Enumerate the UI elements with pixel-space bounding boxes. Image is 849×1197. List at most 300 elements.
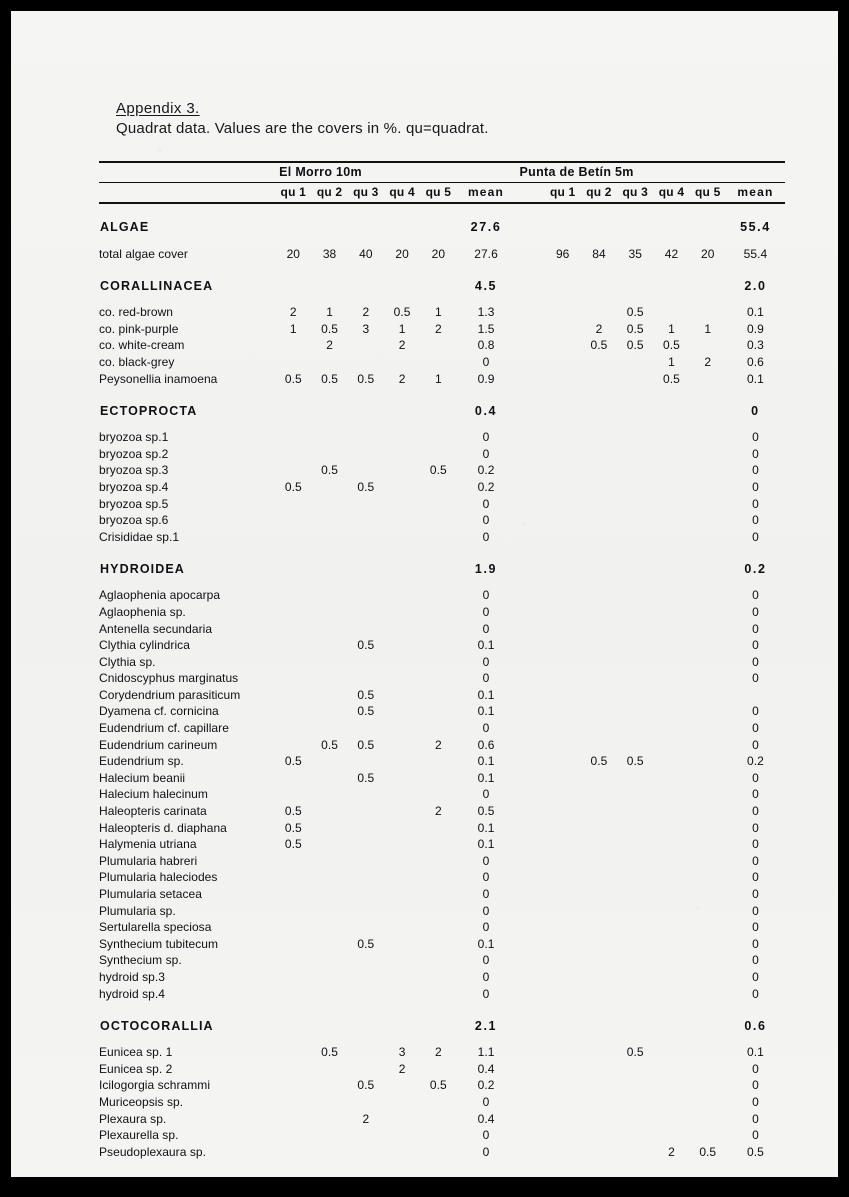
value-punta-de-betin-qu-5 <box>690 1094 726 1111</box>
group-cell-empty <box>311 388 347 422</box>
value-el-morro-mean: 0 <box>482 604 490 619</box>
species-name: Clythia cylindrica <box>99 638 190 653</box>
value-el-morro-qu-4: 0.5 <box>393 305 411 320</box>
value-punta-de-betin-qu-4 <box>653 446 689 463</box>
value-el-morro-qu-4 <box>384 1111 420 1128</box>
value-el-morro-qu-2 <box>311 787 347 804</box>
value-el-morro-mean: 0 <box>482 1144 490 1159</box>
value-el-morro-qu-2 <box>311 969 347 986</box>
value-punta-de-betin-qu-3: 0.5 <box>626 338 644 353</box>
value-el-morro-qu-4 <box>384 803 420 820</box>
value-punta-de-betin-qu-4 <box>653 903 689 920</box>
value-punta-de-betin-qu-5 <box>690 305 726 322</box>
row-gap <box>516 604 545 621</box>
value-punta-de-betin-mean: 0 <box>752 621 759 636</box>
value-el-morro-mean: 0.6 <box>477 737 495 752</box>
value-punta-de-betin-qu-3 <box>617 720 653 737</box>
value-el-morro-qu-4 <box>384 787 420 804</box>
row-gap <box>516 446 545 463</box>
value-el-morro-qu-2: 0.5 <box>321 463 338 478</box>
value-el-morro-qu-3: 0.5 <box>357 687 375 702</box>
value-punta-de-betin-qu-5 <box>690 770 726 787</box>
value-punta-de-betin-qu-5 <box>690 886 726 903</box>
value-punta-de-betin-mean: 0 <box>752 671 759 686</box>
table-row <box>99 654 785 671</box>
value-el-morro-qu-3 <box>348 1094 384 1111</box>
group-label: ALGAE <box>100 220 150 234</box>
species-name: co. red-brown <box>99 305 174 320</box>
value-el-morro-qu-5 <box>420 870 456 887</box>
value-punta-de-betin-qu-2 <box>581 870 617 887</box>
table-row <box>99 1078 785 1095</box>
value-el-morro-qu-2 <box>311 604 347 621</box>
value-punta-de-betin-qu-5 <box>690 837 726 854</box>
value-el-morro-qu-1 <box>275 920 311 937</box>
column-header-punta-de-betin-qu-4: qu 4 <box>658 185 685 199</box>
value-punta-de-betin-mean: 0 <box>752 529 759 544</box>
value-punta-de-betin-qu-1 <box>545 770 581 787</box>
group-cell-empty <box>384 204 420 238</box>
value-punta-de-betin-mean: 0 <box>752 1061 759 1076</box>
value-el-morro-mean: 0.2 <box>477 1078 495 1093</box>
value-punta-de-betin-qu-4 <box>653 621 689 638</box>
group-cell-empty <box>653 204 689 238</box>
scanned-page <box>11 11 838 1177</box>
value-punta-de-betin-mean: 0 <box>752 920 759 935</box>
value-punta-de-betin-qu-1 <box>545 737 581 754</box>
value-punta-de-betin-qu-5 <box>690 371 726 388</box>
value-el-morro-mean: 0 <box>482 654 490 669</box>
value-el-morro-qu-3 <box>348 803 384 820</box>
table-row <box>99 936 785 953</box>
row-gap <box>516 1061 545 1078</box>
value-el-morro-qu-3 <box>348 430 384 447</box>
value-el-morro-qu-3: 0.5 <box>357 371 375 386</box>
value-el-morro-qu-3 <box>348 1128 384 1145</box>
value-punta-de-betin-qu-5 <box>690 1078 726 1095</box>
value-punta-de-betin-qu-4 <box>653 953 689 970</box>
value-punta-de-betin-mean: 0 <box>752 1094 759 1109</box>
value-punta-de-betin-qu-1 <box>545 430 581 447</box>
group-mean-el-morro: 27.6 <box>470 220 502 234</box>
value-el-morro-qu-4 <box>384 853 420 870</box>
value-el-morro-qu-2 <box>311 1061 347 1078</box>
value-el-morro-qu-4 <box>384 430 420 447</box>
value-punta-de-betin-qu-2 <box>581 496 617 513</box>
value-el-morro-qu-1 <box>275 953 311 970</box>
value-punta-de-betin-qu-1 <box>545 886 581 903</box>
table-row <box>99 513 785 530</box>
value-el-morro-mean: 0.1 <box>477 754 495 769</box>
table-row <box>99 1061 785 1078</box>
value-punta-de-betin-qu-1 <box>545 671 581 688</box>
value-el-morro-qu-2: 0.5 <box>321 737 338 752</box>
group-label: OCTOCORALLIA <box>100 1018 214 1033</box>
group-cell-empty <box>545 546 581 580</box>
group-cell-empty <box>311 1003 347 1037</box>
value-punta-de-betin-qu-3 <box>617 770 653 787</box>
value-el-morro-qu-5 <box>420 787 456 804</box>
table-row <box>99 321 785 338</box>
species-name: Haleopteris d. diaphana <box>99 820 227 835</box>
value-el-morro-mean: 0.1 <box>477 770 495 785</box>
value-el-morro-qu-1 <box>275 430 311 447</box>
value-punta-de-betin-qu-4 <box>653 787 689 804</box>
value-punta-de-betin-qu-1 <box>545 338 581 355</box>
value-punta-de-betin-qu-3 <box>617 903 653 920</box>
value-el-morro-qu-1 <box>275 969 311 986</box>
value-punta-de-betin-qu-3 <box>617 654 653 671</box>
value-el-morro-qu-5 <box>420 820 456 837</box>
species-name: Plumularia setacea <box>99 887 202 901</box>
group-label: HYDROIDEA <box>100 561 185 576</box>
value-el-morro-qu-3: 0.5 <box>357 479 375 494</box>
species-name: co. pink-purple <box>99 321 179 336</box>
species-name: total algae cover <box>99 246 188 261</box>
group-label: CORALLINACEA <box>100 278 214 293</box>
value-punta-de-betin-qu-5 <box>690 479 726 496</box>
value-el-morro-qu-4 <box>384 886 420 903</box>
value-punta-de-betin-qu-3 <box>617 1111 653 1128</box>
group-cell-empty <box>384 388 420 422</box>
value-el-morro-mean: 0 <box>482 354 490 369</box>
value-el-morro-qu-5 <box>420 604 456 621</box>
species-name: co. white-cream <box>99 338 185 353</box>
value-punta-de-betin-qu-3 <box>617 704 653 721</box>
value-el-morro-qu-5 <box>420 621 456 638</box>
value-el-morro-qu-4 <box>384 638 420 655</box>
species-name: Icilogorgia schrammi <box>99 1078 211 1093</box>
value-el-morro-qu-2: 2 <box>326 338 333 353</box>
value-punta-de-betin-qu-1 <box>545 654 581 671</box>
table-row <box>99 1045 785 1062</box>
value-punta-de-betin-qu-4 <box>653 513 689 530</box>
value-punta-de-betin-qu-5 <box>690 1111 726 1128</box>
value-punta-de-betin-qu-2 <box>581 770 617 787</box>
value-el-morro-qu-1 <box>275 1111 311 1128</box>
value-punta-de-betin-qu-3 <box>617 513 653 530</box>
species-name: Plumularia haleciodes <box>99 870 218 885</box>
value-el-morro-qu-5: 1 <box>434 371 442 386</box>
table-row <box>99 671 785 688</box>
value-punta-de-betin-qu-4 <box>653 886 689 903</box>
value-el-morro-qu-1: 0.5 <box>284 479 302 494</box>
value-punta-de-betin-qu-2 <box>581 903 617 920</box>
value-el-morro-qu-2 <box>311 986 347 1003</box>
value-punta-de-betin-qu-2 <box>581 654 617 671</box>
value-punta-de-betin-mean: 0 <box>752 936 759 951</box>
value-el-morro-qu-4: 1 <box>398 321 406 336</box>
value-el-morro-qu-1 <box>275 986 311 1003</box>
value-el-morro-mean: 0.5 <box>477 804 495 819</box>
species-name: bryozoa sp.3 <box>99 463 169 478</box>
value-punta-de-betin-qu-2 <box>581 463 617 480</box>
value-el-morro-qu-4 <box>384 479 420 496</box>
table-caption: Quadrat data. Values are the covers in %. qu=quadrat. <box>116 120 489 137</box>
value-el-morro-qu-2 <box>311 496 347 513</box>
value-el-morro-mean: 0.1 <box>477 820 495 835</box>
group-spacer <box>99 422 785 430</box>
value-punta-de-betin-qu-5 <box>690 820 726 837</box>
group-cell-empty <box>581 546 617 580</box>
value-el-morro-qu-1 <box>275 787 311 804</box>
value-punta-de-betin-qu-1 <box>545 837 581 854</box>
value-punta-de-betin-mean: 0.2 <box>747 754 764 769</box>
value-punta-de-betin-qu-2 <box>581 604 617 621</box>
value-punta-de-betin-qu-2: 84 <box>592 246 606 261</box>
value-punta-de-betin-qu-3 <box>617 886 653 903</box>
value-el-morro-qu-3 <box>348 920 384 937</box>
table-row <box>99 1094 785 1111</box>
value-el-morro-qu-3 <box>348 604 384 621</box>
value-punta-de-betin-mean: 0.1 <box>747 371 764 386</box>
value-el-morro-qu-4 <box>384 704 420 721</box>
value-el-morro-mean: 0 <box>482 671 490 686</box>
table-row <box>99 588 785 605</box>
value-punta-de-betin-qu-4 <box>653 479 689 496</box>
value-el-morro-qu-2: 1 <box>326 305 333 320</box>
value-el-morro-qu-1 <box>275 1061 311 1078</box>
value-punta-de-betin-qu-5 <box>690 446 726 463</box>
value-el-morro-qu-4: 2 <box>398 371 406 386</box>
value-el-morro-qu-3 <box>348 354 384 371</box>
group-row-hydroidea <box>99 546 785 580</box>
value-el-morro-mean: 0.9 <box>477 371 495 386</box>
value-punta-de-betin-mean: 0 <box>752 479 759 494</box>
table-row <box>99 430 785 447</box>
value-punta-de-betin-qu-1 <box>545 687 581 704</box>
value-el-morro-qu-4 <box>384 687 420 704</box>
row-gap <box>516 513 545 530</box>
value-punta-de-betin-qu-5: 20 <box>701 246 715 261</box>
value-el-morro-qu-4 <box>384 737 420 754</box>
value-punta-de-betin-qu-4: 0.5 <box>663 371 680 386</box>
value-punta-de-betin-qu-3 <box>617 463 653 480</box>
value-punta-de-betin-mean: 0.3 <box>747 338 764 353</box>
value-punta-de-betin-qu-4 <box>653 737 689 754</box>
value-punta-de-betin-qu-4 <box>653 803 689 820</box>
table-row <box>99 371 785 388</box>
value-punta-de-betin-qu-3: 35 <box>628 246 642 261</box>
value-el-morro-qu-5 <box>420 704 456 721</box>
row-gap <box>516 529 545 546</box>
value-el-morro-qu-1 <box>275 720 311 737</box>
value-el-morro-qu-2 <box>311 936 347 953</box>
value-punta-de-betin-qu-1 <box>545 621 581 638</box>
value-el-morro-mean: 0.1 <box>477 704 495 719</box>
value-punta-de-betin-qu-4 <box>653 754 689 771</box>
row-gap <box>516 920 545 937</box>
table-row <box>99 496 785 513</box>
value-el-morro-qu-4 <box>384 654 420 671</box>
group-mean-el-morro: 0.4 <box>474 403 498 418</box>
species-name: Plexaura sp. <box>99 1111 167 1126</box>
value-el-morro-qu-2 <box>311 354 347 371</box>
value-punta-de-betin-qu-4 <box>653 1094 689 1111</box>
value-punta-de-betin-qu-1 <box>545 720 581 737</box>
value-punta-de-betin-qu-3 <box>617 687 653 704</box>
value-punta-de-betin-qu-1 <box>545 853 581 870</box>
value-punta-de-betin-qu-5 <box>690 1128 726 1145</box>
value-punta-de-betin-qu-3 <box>617 803 653 820</box>
value-el-morro-qu-5 <box>420 1128 456 1145</box>
value-punta-de-betin-qu-5 <box>690 638 726 655</box>
value-el-morro-qu-2 <box>311 853 347 870</box>
species-name: Plexaurella sp. <box>99 1128 179 1143</box>
row-gap <box>516 321 545 338</box>
value-el-morro-qu-2 <box>311 837 347 854</box>
value-punta-de-betin-qu-5 <box>690 953 726 970</box>
group-cell-empty <box>275 388 311 422</box>
value-el-morro-qu-1: 0.5 <box>284 754 302 769</box>
value-punta-de-betin-qu-1 <box>545 1128 581 1145</box>
value-punta-de-betin-qu-2 <box>581 803 617 820</box>
species-name: bryozoa sp.4 <box>99 479 169 494</box>
value-el-morro-qu-4: 2 <box>398 1061 406 1076</box>
species-name: Muriceopsis sp. <box>99 1094 184 1109</box>
value-punta-de-betin-qu-1 <box>545 604 581 621</box>
value-el-morro-qu-3 <box>348 446 384 463</box>
value-el-morro-mean: 1.1 <box>477 1045 495 1060</box>
value-punta-de-betin-mean: 0 <box>752 837 759 852</box>
group-cell-empty <box>311 263 347 297</box>
value-el-morro-qu-5 <box>420 936 456 953</box>
value-punta-de-betin-qu-4 <box>653 588 689 605</box>
value-el-morro-qu-4: 3 <box>398 1045 406 1060</box>
table-row <box>99 704 785 721</box>
value-punta-de-betin-mean: 0 <box>752 804 759 819</box>
value-el-morro-qu-2 <box>311 621 347 638</box>
value-punta-de-betin-qu-1 <box>545 803 581 820</box>
group-cell-empty <box>348 263 384 297</box>
value-el-morro-qu-3 <box>348 969 384 986</box>
value-el-morro-qu-2 <box>311 654 347 671</box>
value-el-morro-qu-5 <box>420 654 456 671</box>
value-punta-de-betin-qu-5 <box>690 654 726 671</box>
value-punta-de-betin-qu-2 <box>581 1045 617 1062</box>
table-row <box>99 338 785 355</box>
row-gap <box>516 430 545 447</box>
value-el-morro-qu-1 <box>275 903 311 920</box>
table-row <box>99 787 785 804</box>
value-punta-de-betin-qu-2 <box>581 671 617 688</box>
value-punta-de-betin-qu-3 <box>617 870 653 887</box>
page-heading <box>116 100 489 137</box>
value-el-morro-qu-4 <box>384 446 420 463</box>
group-gap <box>516 204 545 238</box>
value-el-morro-qu-5 <box>420 886 456 903</box>
group-mean-el-morro: 4.5 <box>474 278 498 293</box>
value-el-morro-mean: 0.4 <box>477 1061 495 1076</box>
value-el-morro-mean: 0.1 <box>477 638 495 653</box>
value-punta-de-betin-qu-3 <box>617 936 653 953</box>
value-punta-de-betin-qu-3: 0.5 <box>626 1045 644 1060</box>
value-punta-de-betin-qu-4 <box>653 920 689 937</box>
species-name: hydroid sp.3 <box>99 969 165 984</box>
row-gap <box>516 463 545 480</box>
value-punta-de-betin-qu-5 <box>690 588 726 605</box>
value-punta-de-betin-qu-1 <box>545 446 581 463</box>
value-el-morro-qu-3: 0.5 <box>357 737 375 752</box>
value-punta-de-betin-qu-4 <box>653 671 689 688</box>
value-el-morro-qu-2 <box>311 479 347 496</box>
species-name: bryozoa sp.6 <box>99 513 169 528</box>
value-punta-de-betin-qu-1 <box>545 588 581 605</box>
value-el-morro-qu-5 <box>420 1061 456 1078</box>
value-punta-de-betin-qu-4 <box>653 853 689 870</box>
row-gap <box>516 837 545 854</box>
value-punta-de-betin-qu-2 <box>581 787 617 804</box>
value-punta-de-betin-qu-4: 1 <box>668 321 675 336</box>
value-punta-de-betin-qu-5 <box>690 496 726 513</box>
row-gap <box>516 737 545 754</box>
value-punta-de-betin-mean: 0 <box>752 638 759 653</box>
value-punta-de-betin-qu-3 <box>617 1128 653 1145</box>
value-punta-de-betin-qu-2 <box>581 820 617 837</box>
value-punta-de-betin-qu-1 <box>545 936 581 953</box>
value-punta-de-betin-qu-4 <box>653 529 689 546</box>
value-el-morro-qu-3 <box>348 886 384 903</box>
value-el-morro-qu-3: 3 <box>362 321 370 336</box>
species-name: Halecium beanii <box>99 770 186 785</box>
value-el-morro-qu-3 <box>348 853 384 870</box>
value-el-morro-qu-1 <box>275 513 311 530</box>
value-el-morro-qu-2 <box>311 1078 347 1095</box>
value-el-morro-qu-5: 1 <box>434 305 442 320</box>
column-header-el-morro-mean: mean <box>467 185 505 199</box>
species-name: Peysonellia inamoena <box>99 371 218 386</box>
value-el-morro-qu-5 <box>420 920 456 937</box>
value-el-morro-qu-1 <box>275 1094 311 1111</box>
value-el-morro-qu-5 <box>420 338 456 355</box>
value-el-morro-qu-3 <box>348 588 384 605</box>
row-gap <box>516 787 545 804</box>
value-punta-de-betin-qu-2 <box>581 1061 617 1078</box>
group-cell-empty <box>545 263 581 297</box>
value-el-morro-qu-5 <box>420 529 456 546</box>
group-cell-empty <box>311 204 347 238</box>
value-el-morro-qu-1: 0.5 <box>284 820 302 835</box>
column-header-punta-de-betin-qu-3: qu 3 <box>622 185 648 199</box>
site-header-el-morro: El Morro 10m <box>279 165 362 179</box>
group-cell-empty <box>311 546 347 580</box>
column-header-el-morro-qu-5: qu 5 <box>425 185 452 199</box>
value-el-morro-mean: 0 <box>482 853 490 868</box>
value-punta-de-betin-mean: 0 <box>752 588 759 603</box>
value-el-morro-qu-2 <box>311 953 347 970</box>
value-punta-de-betin-mean: 55.4 <box>743 246 768 261</box>
value-el-morro-qu-1 <box>275 1144 311 1161</box>
value-punta-de-betin-qu-5 <box>690 1045 726 1062</box>
value-punta-de-betin-qu-2 <box>581 837 617 854</box>
row-gap <box>516 1078 545 1095</box>
value-punta-de-betin-qu-3 <box>617 430 653 447</box>
group-cell-empty <box>690 388 726 422</box>
value-punta-de-betin-qu-2 <box>581 720 617 737</box>
value-el-morro-qu-4 <box>384 920 420 937</box>
value-punta-de-betin-qu-4: 0.5 <box>663 338 680 353</box>
value-punta-de-betin-qu-5 <box>690 969 726 986</box>
value-punta-de-betin-mean: 0 <box>752 770 759 785</box>
value-punta-de-betin-mean: 0 <box>752 463 759 478</box>
value-el-morro-qu-3: 40 <box>359 246 373 261</box>
value-el-morro-qu-1 <box>275 604 311 621</box>
value-el-morro-qu-4 <box>384 513 420 530</box>
species-name: Clythia sp. <box>99 654 156 669</box>
value-el-morro-qu-1 <box>275 671 311 688</box>
species-name: Plumularia sp. <box>99 903 176 918</box>
value-punta-de-betin-mean: 0 <box>752 969 759 984</box>
